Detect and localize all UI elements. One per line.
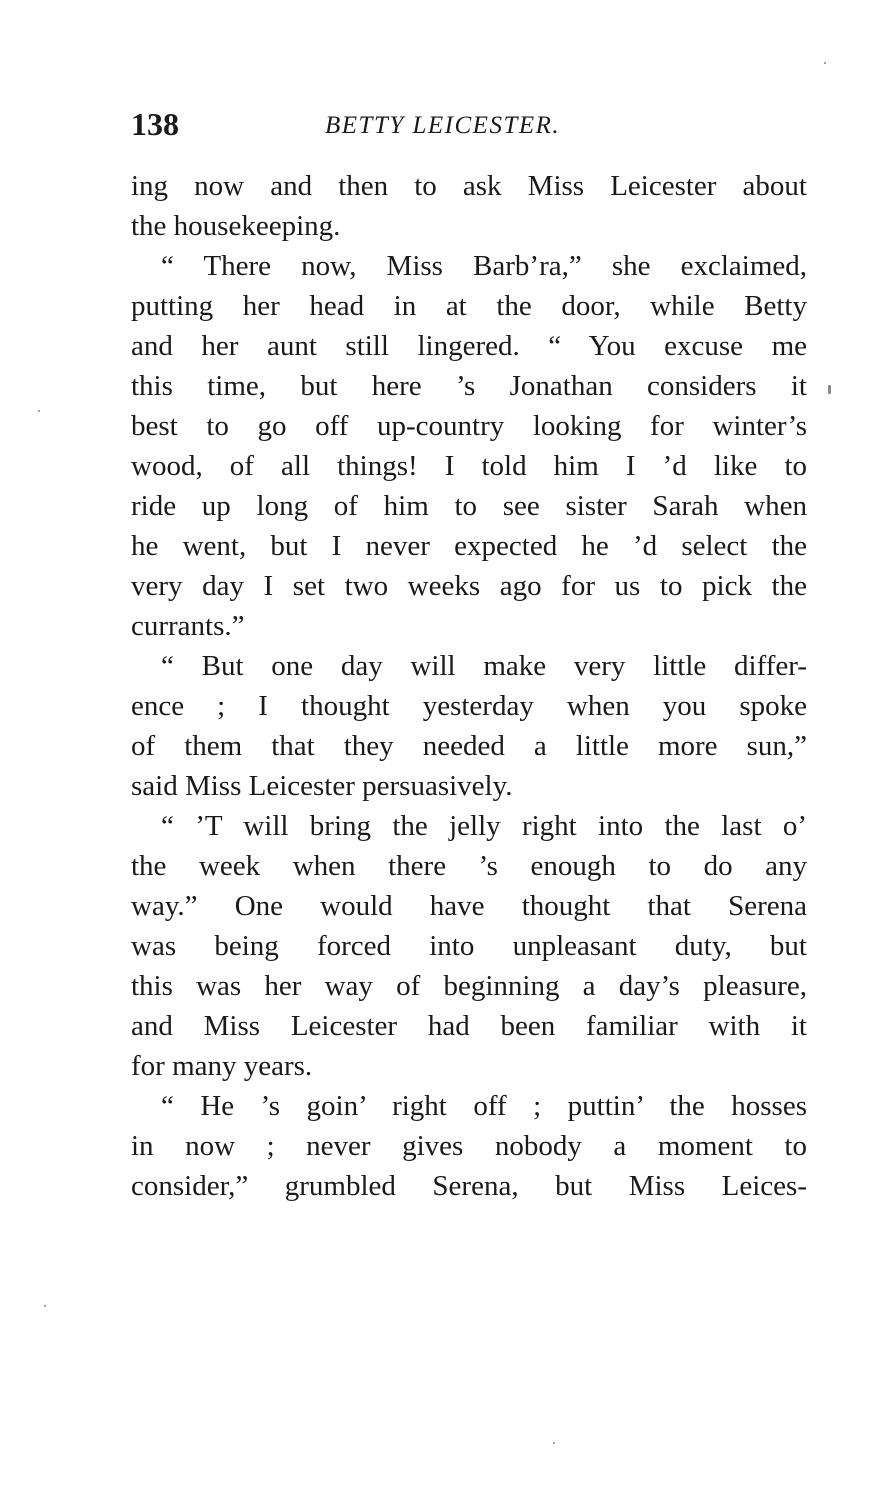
running-head: BETTY LEICESTER. [325, 112, 561, 139]
text-line: putting her head in at the door, while Betty [131, 290, 807, 322]
page-number: 138 [131, 106, 179, 142]
text-line: ing now and then to ask Miss Leicester about [131, 170, 807, 202]
paper-speck [824, 62, 826, 64]
text-line: was being forced into unpleasant duty, but [131, 930, 807, 962]
paper-speck [828, 385, 831, 394]
body-text [131, 166, 807, 1206]
text-line: of them that they needed a little more sun,” [131, 730, 807, 762]
text-line: and her aunt still lingered. “ You excuse me [131, 330, 807, 362]
text-line: for many years. [131, 1050, 313, 1082]
text-line: said Miss Leicester persuasively. [131, 770, 513, 802]
text-line: the housekeeping. [131, 210, 341, 242]
text-line: this was her way of beginning a day’s pleasure, [131, 970, 807, 1002]
page-header [131, 104, 811, 148]
text-line: “ But one day will make very little differ- [161, 650, 807, 682]
text-line: currants.” [131, 610, 245, 642]
text-line: “ There now, Miss Barb’ra,” she exclaimed, [161, 250, 807, 282]
text-line: best to go off up-country looking for winter’s [131, 410, 807, 442]
text-line: “ He ’s goin’ right off ; puttin’ the hosses [161, 1090, 807, 1122]
text-line: this time, but here ’s Jonathan considers it [131, 370, 807, 402]
paper-speck [553, 1442, 555, 1444]
text-line: ence ; I thought yesterday when you spoke [131, 690, 807, 722]
text-line: “ ’T will bring the jelly right into the last o’ [161, 810, 807, 842]
text-line: way.” One would have thought that Serena [131, 890, 807, 922]
paper-speck [44, 1305, 46, 1307]
text-line: wood, of all things! I told him I ’d like to [131, 450, 807, 482]
text-line: in now ; never gives nobody a moment to [131, 1130, 807, 1162]
text-line: very day I set two weeks ago for us to pick the [131, 570, 807, 602]
paper-speck [38, 410, 40, 412]
text-line: he went, but I never expected he ’d select the [131, 530, 807, 562]
text-line: consider,” grumbled Serena, but Miss Leices- [131, 1170, 807, 1202]
text-line: the week when there ’s enough to do any [131, 850, 807, 882]
text-line: and Miss Leicester had been familiar with it [131, 1010, 807, 1042]
text-line: ride up long of him to see sister Sarah when [131, 490, 807, 522]
